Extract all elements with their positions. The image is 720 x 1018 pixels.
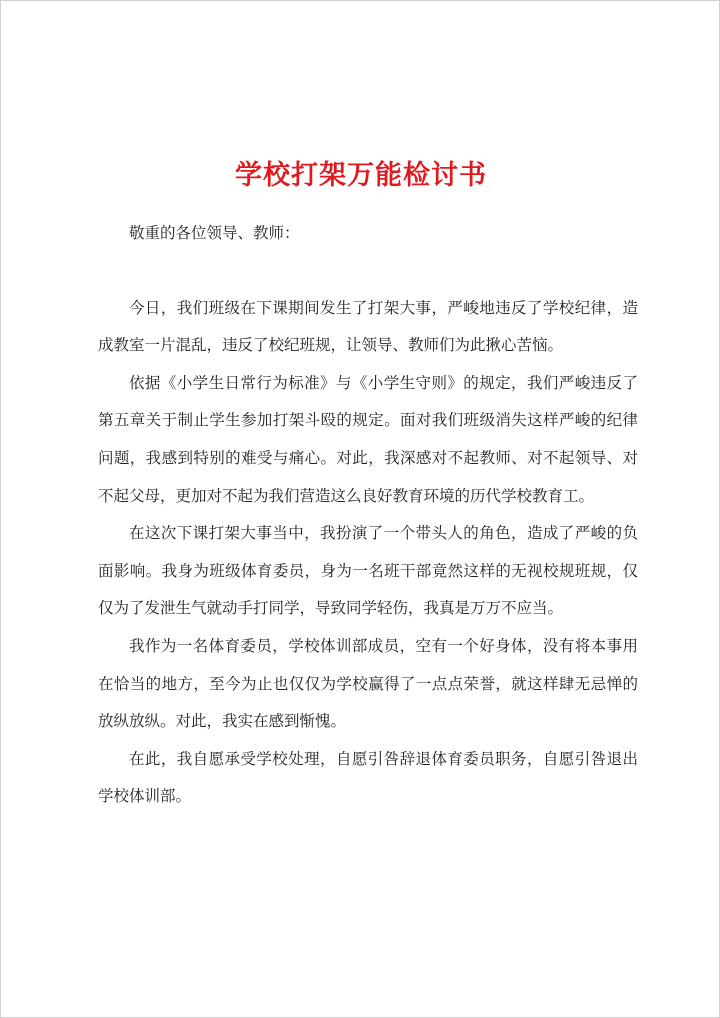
paragraph-1: 今日，我们班级在下课期间发生了打架大事，严峻地违反了学校纪律，造成教室一片混乱，违反了校纪班规，让领导、教师们为此揪心苦恼。 [98, 298, 638, 355]
paragraph-3: 在这次下课打架大事当中，我扮演了一个带头人的角色，造成了严峻的负面影响。我身为班级体育委员，身为一名班干部竟然这样的无视校规班规，仅仅为了发泄生气就动手打同学，导致同学轻伤，我真是万万不应当。 [98, 524, 638, 618]
paragraph-2: 依据《小学生日常行为标准》与《小学生守则》的规定，我们严峻违反了第五章关于制止学生参加打架斗殴的规定。面对我们班级消失这样严峻的纪律问题，我感到特别的难受与痛心。对此，我深感对不起教师、对不起领导、对不起父母，更加对不起为我们营造这么良好教育环境的历代学校教育工。 [98, 373, 638, 505]
document-body [98, 215, 638, 816]
document-title: 学校打架万能检讨书 [235, 160, 487, 191]
paragraph-4: 我作为一名体育委员，学校体训部成员，空有一个好身体，没有将本事用在恰当的地方，至今为止也仅仅为学校赢得了一点点荣誉，就这样肆无忌惮的放纵放纵。对此，我实在感到惭愧。 [98, 636, 638, 731]
paragraph-5: 在此，我自愿承受学校处理，自愿引咎辞退体育委员职务，自愿引咎退出学校体训部。 [98, 749, 638, 806]
salutation: 敬重的各位领导、教师： [129, 224, 300, 242]
